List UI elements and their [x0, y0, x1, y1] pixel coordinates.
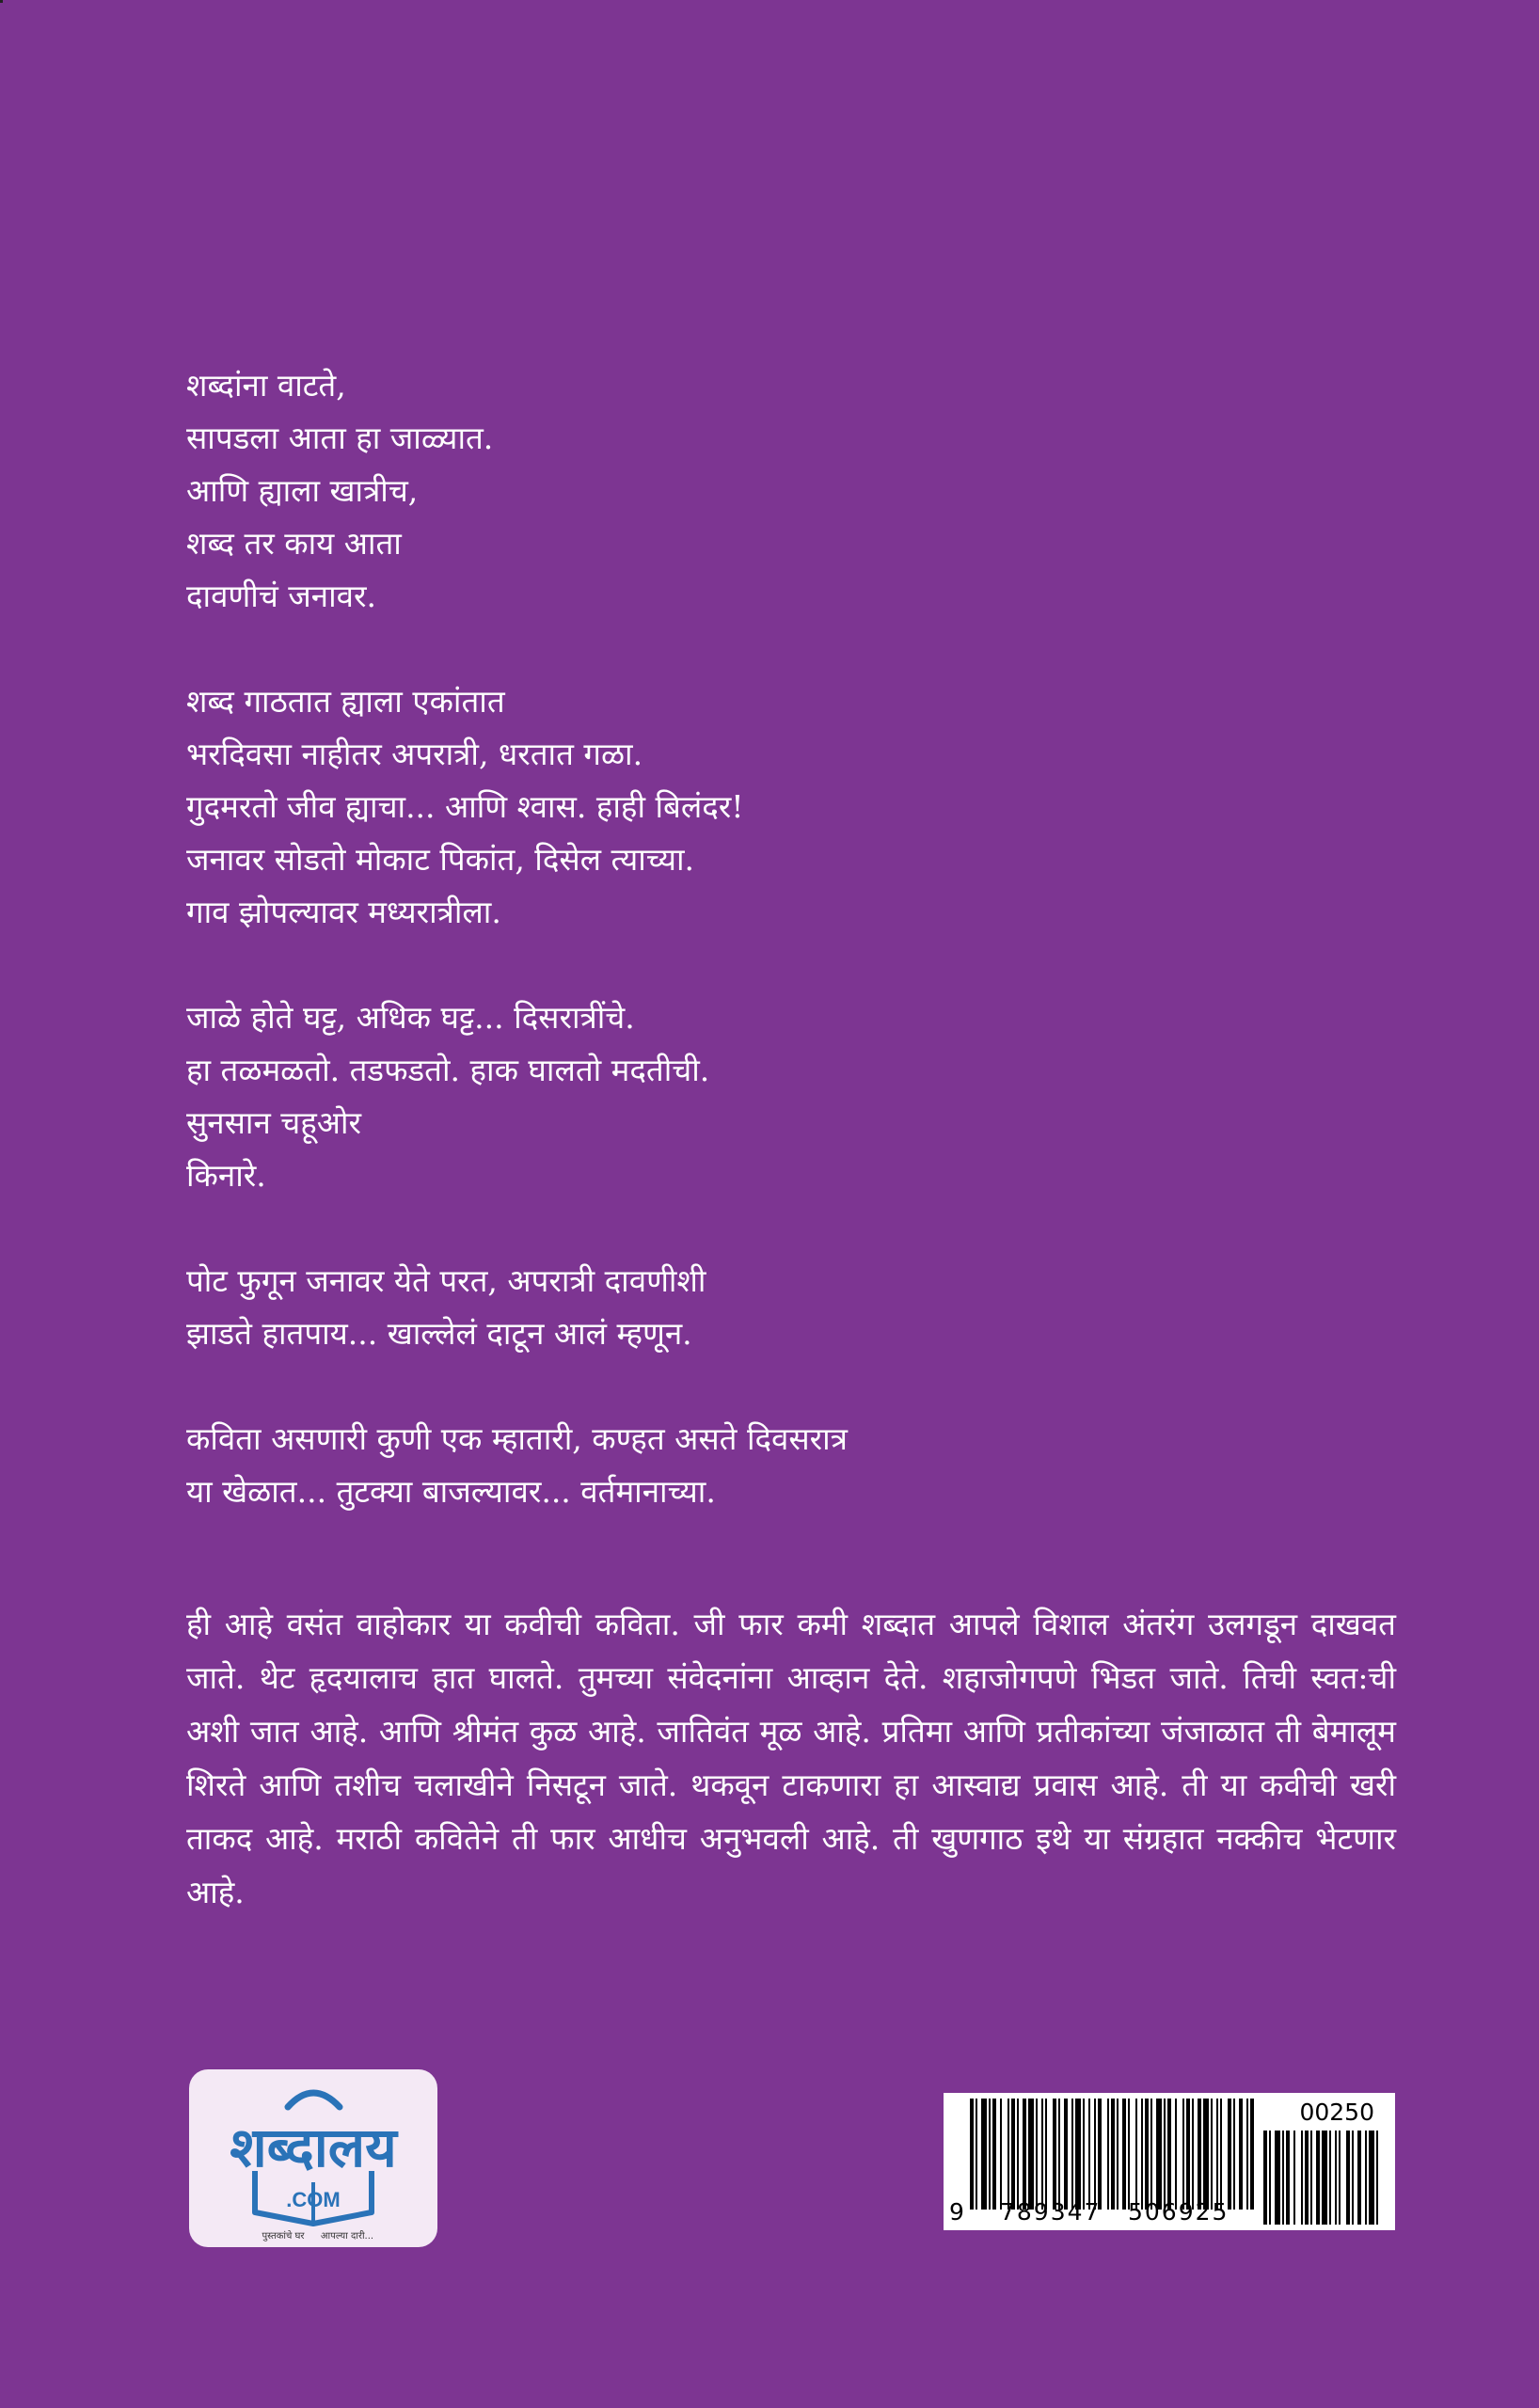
- isbn-lead-digit: 9: [949, 2198, 964, 2226]
- barcode-bar: [1088, 2099, 1090, 2210]
- barcode-bar: [1141, 2099, 1143, 2210]
- barcode-bar: [1083, 2099, 1085, 2210]
- barcode-bar: [1036, 2099, 1038, 2210]
- poem: [186, 359, 1409, 1518]
- barcode-bar: [1041, 2099, 1043, 2210]
- poem-line: जाळे होते घट्ट, अधिक घट्ट... दिसरात्रींचे.: [186, 999, 635, 1036]
- barcode-bar: [1075, 2099, 1081, 2210]
- barcode-bar: [1365, 2131, 1367, 2225]
- poem-line: जनावर सोडतो मोकाट पिकांत, दिसेल त्याच्या.: [186, 841, 695, 878]
- barcode-bar: [1305, 2131, 1309, 2225]
- barcode-bar: [1250, 2099, 1254, 2210]
- barcode-bar: [1182, 2099, 1184, 2210]
- price-code: 00250: [1299, 2099, 1374, 2126]
- poem-line: गाव झोपल्यावर मध्यरात्रीला.: [186, 894, 501, 930]
- publisher-logo: [189, 2069, 437, 2247]
- isbn-barcode: [944, 2093, 1395, 2230]
- poem-stanza: [186, 675, 1409, 939]
- barcode-bar: [1000, 2099, 1002, 2210]
- barcode-bar: [1282, 2131, 1284, 2225]
- barcode-bar: [1128, 2099, 1130, 2210]
- barcode-bar: [1376, 2131, 1378, 2225]
- poem-line: आणि ह्याला खात्रीच,: [186, 472, 419, 509]
- barcode-bar: [1045, 2099, 1047, 2210]
- barcode-bar: [976, 2099, 977, 2210]
- publisher-tagline-left: पुस्तकांचे घर: [262, 2231, 305, 2242]
- barcode-bar: [970, 2099, 974, 2210]
- barcode-bar: [1098, 2099, 1102, 2210]
- barcode-bar: [1071, 2099, 1073, 2210]
- publisher-logo-domain: .COM: [286, 2188, 341, 2211]
- poem-line: पोट फुगून जनावर येते परत, अपरात्री दावणीशी: [186, 1262, 706, 1299]
- barcode-bar: [1028, 2099, 1034, 2210]
- barcode-bar: [1150, 2099, 1152, 2210]
- barcode-bar: [1352, 2131, 1354, 2225]
- barcode-bar: [1186, 2099, 1190, 2210]
- barcode-bar: [1175, 2099, 1177, 2210]
- barcode-bar: [981, 2099, 987, 2210]
- isbn-left-group: 789347: [1000, 2198, 1102, 2226]
- poem-stanza: [186, 1255, 1409, 1360]
- barcode-bar: [1269, 2131, 1271, 2225]
- poem-line: सापडला आता हा जाळ्यात.: [186, 420, 494, 456]
- barcode-bar: [1239, 2099, 1243, 2210]
- barcode-bar: [1156, 2099, 1162, 2210]
- barcode-bar: [1233, 2099, 1235, 2210]
- poem-line: शब्दांना वाटते,: [186, 367, 346, 404]
- barcode-bar: [1211, 2099, 1213, 2210]
- poem-line: हा तळमळतो. तडफडतो. हाक घालतो मदतीची.: [186, 1052, 710, 1088]
- poem-stanza: [186, 1413, 1409, 1518]
- barcode-bar: [1053, 2099, 1056, 2210]
- barcode-bar: [1301, 2131, 1303, 2225]
- barcode-bar: [1122, 2099, 1126, 2210]
- barcode-bar: [1007, 2099, 1009, 2210]
- poem-line: सुनसान चहूओर: [186, 1104, 362, 1141]
- poem-line: झाडते हातपाय... खाल्लेलं दाटून आलं म्हणून.: [186, 1315, 692, 1352]
- publisher-tagline-right: आपल्या दारी...: [320, 2231, 374, 2242]
- poem-line: या खेळात... तुटक्या बाजल्यावर... वर्तमानाच्या.: [186, 1473, 716, 1510]
- poem-line: कविता असणारी कुणी एक म्हातारी, कण्हत असते दिवसरात्र: [186, 1420, 848, 1457]
- barcode-bar: [1192, 2099, 1194, 2210]
- barcode-bar: [1064, 2099, 1068, 2210]
- book-blurb: ही आहे वसंत वाहोकार या कवीची कविता. जी फार कमी शब्दात आपले विशाल अंतरंग उलगडून दाखवत जाते. थेट हृदयालाच हात घालते. तुमच्या संवेदनांना आव्हान देते. शहाजोगपणे भिडत जाते. तिची स्वत:ची अशी जात आहे. आणि श्रीमंत कुळ आहे. जातिवंत मूळ आहे. प्रतिमा आणि प्रतीकांच्या जंजाळात ती बेमालूम शिरते आणि तशीच चलाखीने निसटून जाते. थकवून टाकणारा हा आस्वाद्य प्रवास आहे. ती या कवीची खरी ताकद आहे. मराठी कवितेने ती फार आधीच अनुभवली आहे. ती खुणगाठ इथे या संग्रहात नक्कीच भेटणार आहे.: [186, 1606, 1396, 1910]
- barcode-bar: [992, 2099, 996, 2210]
- barcode-bar: [1117, 2099, 1119, 2210]
- barcode-bar: [1286, 2131, 1290, 2225]
- barcode-bar: [1357, 2131, 1361, 2225]
- isbn-right-group: 506925: [1128, 2198, 1230, 2226]
- poem-stanza: [186, 991, 1409, 1202]
- barcode-bar: [1167, 2099, 1171, 2210]
- crop-mark: [0, 0, 3, 3]
- barcode-bar: [1094, 2099, 1096, 2210]
- barcode-bar: [1216, 2099, 1218, 2210]
- barcode-bar: [1310, 2131, 1312, 2225]
- poem-stanza: [186, 359, 1409, 623]
- barcode-bar: [1135, 2099, 1137, 2210]
- barcode-bar: [1228, 2099, 1231, 2210]
- barcode-bar: [1329, 2131, 1331, 2225]
- barcode-bar: [1164, 2099, 1166, 2210]
- barcode-bar: [1017, 2099, 1019, 2210]
- barcode-bar: [1339, 2131, 1341, 2225]
- barcode-bar: [1107, 2099, 1109, 2210]
- barcode-bar: [1335, 2131, 1337, 2225]
- barcode-bar: [1145, 2099, 1149, 2210]
- barcode-bar: [989, 2099, 991, 2210]
- poem-line: भरदिवसा नाहीतर अपरात्री, धरतात गळा.: [186, 736, 643, 772]
- barcode-bar: [1058, 2099, 1060, 2210]
- publisher-logo-wordmark: शब्दालय: [230, 2115, 397, 2179]
- poem-line: किनारे.: [186, 1157, 266, 1194]
- barcode-bar: [1275, 2131, 1280, 2225]
- barcode-bar: [1263, 2131, 1267, 2225]
- barcode-bar: [1220, 2099, 1222, 2210]
- barcode-bar: [1316, 2131, 1320, 2225]
- poem-line: गुदमरतो जीव ह्याचा... आणि श्वास. हाही बिलंदर!: [186, 788, 744, 825]
- barcode-bar: [1011, 2099, 1015, 2210]
- barcode-bar: [1293, 2131, 1295, 2225]
- barcode-bar: [1203, 2099, 1209, 2210]
- barcode-bar: [1198, 2099, 1201, 2210]
- barcode-bar: [1322, 2131, 1327, 2225]
- poem-line: शब्द गाठतात ह्याला एकांतात: [186, 683, 505, 720]
- barcode-bar: [1369, 2131, 1374, 2225]
- barcode-bar: [1246, 2099, 1248, 2210]
- barcode-bar: [1111, 2099, 1115, 2210]
- barcode-bar: [1346, 2131, 1350, 2225]
- barcode-bar: [1023, 2099, 1026, 2210]
- poem-line: दावणीचं जनावर.: [186, 578, 376, 614]
- poem-line: शब्द तर काय आता: [186, 525, 402, 562]
